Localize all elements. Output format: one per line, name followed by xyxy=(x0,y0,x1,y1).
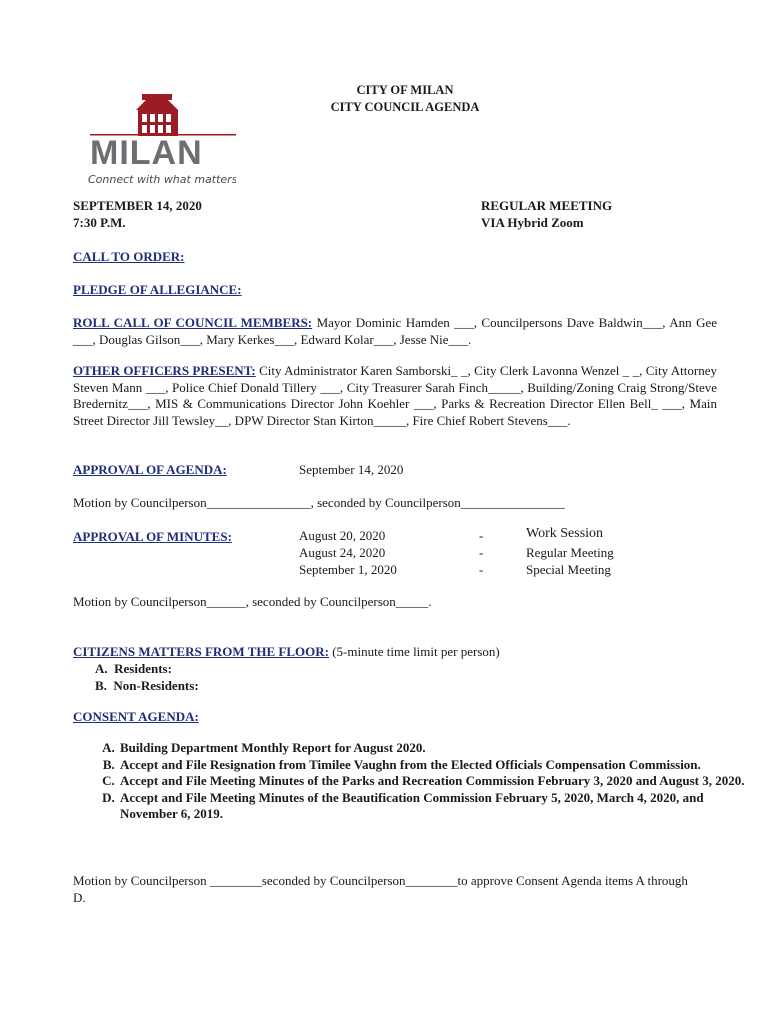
citizens-note: (5-minute time limit per person) xyxy=(328,644,500,659)
citizens-section xyxy=(73,643,717,694)
minutes-dash: - xyxy=(479,545,484,560)
minutes-type: Special Meeting xyxy=(526,562,611,577)
consent-agenda-list xyxy=(73,740,762,823)
roll-call-heading: ROLL CALL OF COUNCIL MEMBERS: xyxy=(73,315,313,330)
citizens-item-residents: Residents: xyxy=(114,661,172,676)
meeting-date: SEPTEMBER 14, 2020 xyxy=(73,198,202,213)
minutes-row xyxy=(299,545,639,562)
approval-agenda-heading: APPROVAL OF AGENDA: xyxy=(73,462,227,477)
meeting-date-block xyxy=(73,197,202,231)
minutes-type: Regular Meeting xyxy=(526,545,614,560)
consent-agenda-heading: CONSENT AGENDA: xyxy=(73,709,199,724)
motion-minutes: Motion by Councilperson______, seconded by Councilperson_____. xyxy=(73,594,432,609)
list-item: B. Non-Residents: xyxy=(95,678,199,693)
minutes-row xyxy=(299,562,639,579)
motion-consent: Motion by Councilperson ________seconded by Councilperson________to approve Consent Agenda items A through D. xyxy=(73,873,688,905)
list-item: C. Accept and File Meeting Minutes of the Parks and Recreation Commission February 3, 2020 and August 3, 2020. xyxy=(118,773,762,790)
list-item: A. Building Department Monthly Report for August 2020. xyxy=(118,740,762,757)
city-name: CITY OF MILAN xyxy=(356,83,454,97)
svg-text:Connect with what matters: Connect with what matters xyxy=(88,173,236,186)
minutes-row xyxy=(299,528,639,545)
list-item: B. Accept and File Resignation from Timilee Vaughn from the Elected Officials Compensation Commission. xyxy=(118,757,762,774)
minutes-date: August 24, 2020 xyxy=(299,545,386,560)
call-to-order-heading: CALL TO ORDER: xyxy=(73,249,185,264)
meeting-time: 7:30 P.M. xyxy=(73,215,126,230)
document-header xyxy=(290,82,520,116)
officers-section xyxy=(73,363,717,429)
minutes-list xyxy=(299,528,639,579)
svg-text:MILAN: MILAN xyxy=(90,134,203,172)
milan-logo xyxy=(86,92,236,188)
roll-call-section xyxy=(73,315,717,348)
approval-minutes-heading: APPROVAL OF MINUTES: xyxy=(73,529,232,544)
list-item: A. Residents: xyxy=(95,661,172,676)
meeting-type-block xyxy=(481,197,612,231)
city-hall-logo-icon xyxy=(86,92,236,188)
meeting-venue: VIA Hybrid Zoom xyxy=(481,215,584,230)
document-title: CITY COUNCIL AGENDA xyxy=(330,100,480,114)
minutes-date: August 20, 2020 xyxy=(299,528,386,543)
list-item: D. Accept and File Meeting Minutes of the Beautification Commission February 5, 2020, March 4, 2020, and November 6, 2019. xyxy=(118,790,762,823)
minutes-type: Work Session xyxy=(526,526,604,541)
officers-heading: OTHER OFFICERS PRESENT: xyxy=(73,363,256,378)
meeting-type: REGULAR MEETING xyxy=(481,198,613,213)
approval-agenda-date: September 14, 2020 xyxy=(299,462,404,477)
pledge-heading: PLEDGE OF ALLEGIANCE: xyxy=(73,282,242,297)
minutes-dash: - xyxy=(479,562,484,577)
roll-call-text: Mayor Dominic Hamden ___, Councilpersons Dave Baldwin___, Ann Gee ___, Douglas Gilson___, Mary Kerkes___, Edward Kolar___, Jesse Nie___. xyxy=(73,315,717,347)
citizens-heading: CITIZENS MATTERS FROM THE FLOOR: xyxy=(73,644,329,659)
motion-agenda: Motion by Councilperson________________, seconded by Councilperson________________ xyxy=(73,495,565,510)
minutes-date: September 1, 2020 xyxy=(299,562,397,577)
minutes-dash: - xyxy=(479,528,484,543)
officers-text: City Administrator Karen Samborski_ _, City Clerk Lavonna Wenzel _ _, City Attorney Steven Mann ___, Police Chief Donald Tillery ___, City Treasurer Sarah Finch_____, Building/Zoning Craig Strong/Steve Bredernitz___, MIS & Communications Director John Koehler ___, Parks & Recreation Director Ellen Bell_ ___, Main Street Director Jill Tewsley__, DPW Director Stan Kirton_____, Fire Chief Robert Stevens___. xyxy=(73,363,717,428)
citizens-item-nonresidents: Non-Residents: xyxy=(113,678,199,693)
citizens-heading-line xyxy=(73,643,717,660)
